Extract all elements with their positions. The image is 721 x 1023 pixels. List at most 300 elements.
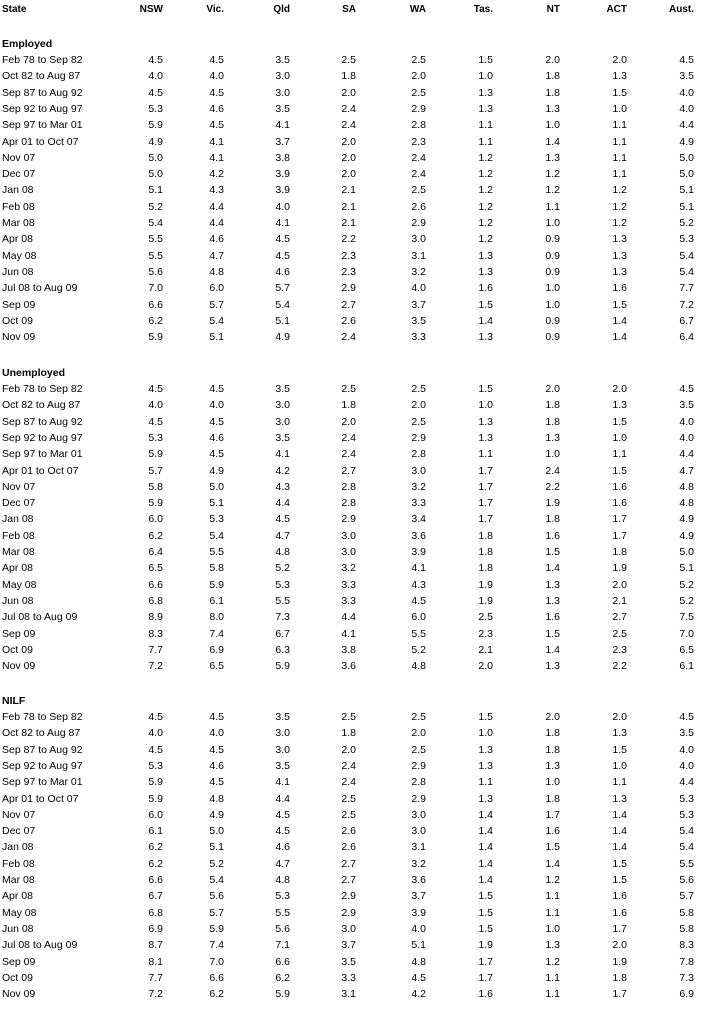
- row-label: Jan 08: [2, 513, 34, 526]
- cell-vic: 5.5: [209, 546, 224, 558]
- cell-tas: 1.4: [478, 825, 493, 838]
- table-row: [0, 166, 721, 182]
- cell-sa: 2.9: [341, 906, 356, 919]
- cell-act: 1.8: [612, 971, 627, 984]
- cell-tas: 1.8: [478, 562, 493, 575]
- cell-nsw: 7.7: [148, 643, 163, 656]
- table-row: [0, 921, 721, 937]
- cell-wa: 3.7: [411, 890, 426, 903]
- row-label: Oct 09: [2, 643, 33, 656]
- cell-wa: 2.5: [411, 54, 426, 66]
- cell-tas: 1.2: [478, 168, 493, 181]
- cell-vic: 6.0: [209, 282, 224, 295]
- cell-nt: 1.8: [545, 86, 560, 99]
- cell-vic: 5.0: [209, 480, 224, 493]
- cell-aust: 5.4: [679, 841, 694, 854]
- table-row: [0, 280, 721, 296]
- cell-vic: 6.5: [209, 660, 224, 673]
- row-label: Apr 01 to Oct 07: [2, 464, 79, 477]
- cell-vic: 8.0: [209, 611, 224, 624]
- cell-nsw: 6.8: [148, 906, 163, 919]
- cell-wa: 4.3: [411, 578, 426, 591]
- table-row: [0, 791, 721, 807]
- header-sa: SA: [342, 4, 356, 15]
- cell-aust: 4.0: [679, 102, 694, 115]
- cell-vic: 4.5: [209, 383, 224, 395]
- row-label: May 08: [2, 906, 37, 919]
- cell-tas: 1.5: [478, 890, 493, 903]
- cell-nsw: 6.2: [148, 857, 163, 870]
- cell-tas: 1.3: [478, 249, 493, 262]
- cell-sa: 3.8: [341, 643, 356, 656]
- cell-tas: 1.7: [478, 971, 493, 984]
- table-row: [0, 297, 721, 313]
- row-label: Sep 09: [2, 627, 36, 640]
- row-label: Nov 09: [2, 988, 36, 1001]
- section-title-text: Unemployed: [2, 367, 66, 379]
- cell-qld: 3.0: [275, 399, 290, 412]
- cell-sa: 2.6: [341, 825, 356, 838]
- cell-wa: 2.5: [411, 184, 426, 197]
- cell-aust: 5.3: [679, 808, 694, 821]
- row-label: Jan 08: [2, 841, 34, 854]
- cell-qld: 3.5: [275, 431, 290, 444]
- cell-nsw: 5.9: [148, 448, 163, 461]
- header-nsw: NSW: [139, 4, 163, 15]
- cell-qld: 4.1: [275, 217, 290, 229]
- cell-vic: 4.1: [209, 135, 224, 148]
- cell-vic: 4.5: [209, 86, 224, 99]
- cell-vic: 4.8: [209, 792, 224, 805]
- cell-tas: 1.7: [478, 955, 493, 968]
- row-label: Sep 09: [2, 955, 36, 968]
- row-label: Jul 08 to Aug 09: [2, 939, 78, 952]
- cell-qld: 3.0: [275, 727, 290, 740]
- table-row: [0, 905, 721, 921]
- cell-vic: 5.7: [209, 298, 224, 311]
- cell-wa: 5.5: [411, 627, 426, 640]
- cell-nsw: 6.2: [148, 314, 163, 327]
- cell-act: 1.1: [612, 151, 627, 164]
- cell-qld: 4.9: [275, 331, 290, 344]
- cell-wa: 3.0: [411, 808, 426, 821]
- row-label: Sep 87 to Aug 92: [2, 86, 83, 99]
- cell-qld: 5.3: [275, 890, 290, 903]
- cell-act: 1.3: [612, 727, 627, 740]
- cell-sa: 1.8: [341, 727, 356, 740]
- cell-wa: 4.0: [411, 282, 426, 295]
- cell-sa: 2.4: [341, 431, 356, 444]
- cell-qld: 4.8: [275, 874, 290, 886]
- cell-nt: 1.1: [545, 988, 560, 1001]
- cell-tas: 1.5: [478, 922, 493, 935]
- cell-act: 1.3: [612, 399, 627, 412]
- row-label: Apr 01 to Oct 07: [2, 135, 79, 148]
- cell-sa: 2.0: [341, 86, 356, 99]
- cell-nsw: 4.0: [148, 727, 163, 740]
- cell-tas: 1.4: [478, 314, 493, 327]
- cell-aust: 5.1: [679, 562, 694, 575]
- cell-act: 1.6: [612, 890, 627, 903]
- table-row: [0, 182, 721, 198]
- cell-tas: 1.8: [478, 529, 493, 542]
- cell-nsw: 5.5: [148, 249, 163, 262]
- row-label: Oct 82 to Aug 87: [2, 399, 81, 412]
- cell-sa: 2.9: [341, 890, 356, 903]
- cell-wa: 2.9: [411, 759, 426, 772]
- row-label: Sep 97 to Mar 01: [2, 776, 83, 789]
- row-label: Feb 08: [2, 529, 35, 542]
- cell-tas: 1.6: [478, 988, 493, 1001]
- cell-sa: 2.5: [341, 711, 356, 723]
- cell-nsw: 8.9: [148, 611, 163, 624]
- row-label: Nov 09: [2, 331, 36, 344]
- cell-act: 1.9: [612, 955, 627, 968]
- cell-qld: 5.9: [275, 988, 290, 1001]
- cell-aust: 4.9: [679, 135, 694, 148]
- row-label: Sep 87 to Aug 92: [2, 415, 83, 428]
- cell-tas: 2.1: [478, 643, 493, 656]
- cell-nsw: 4.0: [148, 399, 163, 412]
- header-vic: Vic.: [206, 4, 224, 15]
- cell-sa: 3.3: [341, 971, 356, 984]
- cell-vic: 5.1: [209, 841, 224, 854]
- cell-nt: 0.9: [545, 331, 560, 344]
- cell-vic: 4.9: [209, 808, 224, 821]
- cell-vic: 4.3: [209, 184, 224, 197]
- cell-tas: 1.9: [478, 578, 493, 591]
- cell-act: 1.3: [612, 70, 627, 83]
- cell-nt: 2.4: [545, 464, 560, 477]
- cell-aust: 5.4: [679, 825, 694, 838]
- table-row: [0, 479, 721, 495]
- row-label: Apr 08: [2, 233, 33, 246]
- cell-sa: 2.5: [341, 792, 356, 805]
- cell-wa: 3.2: [411, 265, 426, 278]
- cell-tas: 1.1: [478, 776, 493, 789]
- row-label: Feb 78 to Sep 82: [2, 711, 83, 723]
- cell-tas: 1.4: [478, 857, 493, 870]
- cell-act: 1.1: [612, 135, 627, 148]
- cell-act: 1.5: [612, 743, 627, 756]
- cell-nt: 1.0: [545, 448, 560, 461]
- cell-qld: 5.9: [275, 660, 290, 673]
- cell-nsw: 6.1: [148, 825, 163, 838]
- cell-tas: 1.4: [478, 874, 493, 886]
- cell-wa: 4.5: [411, 594, 426, 607]
- cell-nt: 1.6: [545, 825, 560, 838]
- cell-wa: 2.5: [411, 743, 426, 756]
- cell-nsw: 5.9: [148, 792, 163, 805]
- cell-qld: 4.7: [275, 857, 290, 870]
- cell-vic: 5.3: [209, 513, 224, 526]
- cell-sa: 2.0: [341, 168, 356, 181]
- row-label: Oct 82 to Aug 87: [2, 70, 81, 83]
- cell-nt: 1.8: [545, 70, 560, 83]
- table-row: [0, 215, 721, 231]
- cell-wa: 2.5: [411, 415, 426, 428]
- cell-qld: 3.0: [275, 86, 290, 99]
- cell-qld: 4.6: [275, 265, 290, 278]
- cell-nt: 2.0: [545, 383, 560, 395]
- table-row: [0, 414, 721, 430]
- cell-nt: 1.4: [545, 857, 560, 870]
- cell-sa: 2.5: [341, 54, 356, 66]
- cell-vic: 7.0: [209, 955, 224, 968]
- row-label: Sep 92 to Aug 97: [2, 102, 83, 115]
- cell-nt: 1.8: [545, 792, 560, 805]
- section-title: [0, 693, 721, 709]
- cell-sa: 2.6: [341, 314, 356, 327]
- cell-qld: 3.0: [275, 743, 290, 756]
- cell-sa: 2.1: [341, 200, 356, 213]
- cell-qld: 4.7: [275, 529, 290, 542]
- cell-qld: 3.7: [275, 135, 290, 148]
- cell-sa: 2.3: [341, 265, 356, 278]
- cell-tas: 2.5: [478, 611, 493, 624]
- table-row: [0, 970, 721, 986]
- header-aust: Aust.: [669, 4, 694, 15]
- cell-nt: 1.6: [545, 529, 560, 542]
- cell-qld: 3.0: [275, 70, 290, 83]
- cell-sa: 2.1: [341, 217, 356, 229]
- section-title: [0, 365, 721, 381]
- cell-nt: 2.0: [545, 54, 560, 66]
- cell-qld: 5.1: [275, 314, 290, 327]
- cell-sa: 2.4: [341, 119, 356, 132]
- cell-wa: 2.0: [411, 70, 426, 83]
- cell-aust: 5.2: [679, 578, 694, 591]
- cell-act: 2.0: [612, 578, 627, 591]
- cell-nsw: 7.0: [148, 282, 163, 295]
- cell-wa: 2.8: [411, 776, 426, 789]
- cell-qld: 4.1: [275, 776, 290, 789]
- table-header: [0, 2, 721, 18]
- cell-nsw: 6.4: [148, 546, 163, 558]
- cell-aust: 4.5: [679, 383, 694, 395]
- cell-nt: 1.3: [545, 594, 560, 607]
- cell-nt: 1.4: [545, 562, 560, 575]
- row-label: Sep 09: [2, 298, 36, 311]
- cell-qld: 5.3: [275, 578, 290, 591]
- cell-nsw: 7.7: [148, 971, 163, 984]
- cell-act: 2.1: [612, 594, 627, 607]
- cell-qld: 5.2: [275, 562, 290, 575]
- cell-aust: 5.3: [679, 792, 694, 805]
- cell-vic: 4.0: [209, 727, 224, 740]
- cell-tas: 1.5: [478, 906, 493, 919]
- table-row: [0, 774, 721, 790]
- cell-sa: 2.7: [341, 298, 356, 311]
- cell-act: 1.4: [612, 825, 627, 838]
- cell-sa: 2.0: [341, 135, 356, 148]
- cell-nsw: 6.6: [148, 298, 163, 311]
- row-label: Sep 97 to Mar 01: [2, 119, 83, 132]
- row-label: Oct 09: [2, 314, 33, 327]
- cell-act: 1.4: [612, 841, 627, 854]
- cell-nt: 1.1: [545, 971, 560, 984]
- cell-wa: 2.0: [411, 727, 426, 740]
- cell-nt: 1.5: [545, 841, 560, 854]
- cell-sa: 2.4: [341, 331, 356, 344]
- row-label: Dec 07: [2, 497, 36, 510]
- cell-nsw: 6.5: [148, 562, 163, 575]
- cell-act: 1.4: [612, 808, 627, 821]
- cell-tas: 1.5: [478, 383, 493, 395]
- cell-qld: 5.5: [275, 594, 290, 607]
- row-label: Mar 08: [2, 874, 35, 886]
- cell-wa: 3.1: [411, 841, 426, 854]
- cell-nsw: 4.0: [148, 70, 163, 83]
- cell-act: 2.7: [612, 611, 627, 624]
- cell-nt: 1.8: [545, 513, 560, 526]
- cell-vic: 5.6: [209, 890, 224, 903]
- cell-tas: 1.2: [478, 184, 493, 197]
- cell-tas: 2.0: [478, 660, 493, 673]
- cell-vic: 4.5: [209, 776, 224, 789]
- table-row: [0, 313, 721, 329]
- table-row: [0, 609, 721, 625]
- table-row: [0, 658, 721, 674]
- table-row: [0, 199, 721, 215]
- cell-nsw: 5.4: [148, 217, 163, 229]
- section-title: [0, 36, 721, 52]
- cell-qld: 4.3: [275, 480, 290, 493]
- cell-nsw: 5.7: [148, 464, 163, 477]
- cell-aust: 4.0: [679, 743, 694, 756]
- cell-wa: 2.8: [411, 448, 426, 461]
- table-row: [0, 381, 721, 397]
- cell-nt: 1.0: [545, 282, 560, 295]
- table-row: [0, 511, 721, 527]
- table-row: [0, 986, 721, 1002]
- table-row: [0, 68, 721, 84]
- cell-nt: 1.3: [545, 151, 560, 164]
- row-label: Feb 78 to Sep 82: [2, 383, 83, 395]
- cell-wa: 2.5: [411, 86, 426, 99]
- cell-act: 1.2: [612, 184, 627, 197]
- cell-qld: 7.3: [275, 611, 290, 624]
- cell-wa: 6.0: [411, 611, 426, 624]
- cell-nsw: 6.2: [148, 841, 163, 854]
- cell-sa: 2.0: [341, 743, 356, 756]
- cell-nt: 1.0: [545, 298, 560, 311]
- row-label: Jun 08: [2, 922, 34, 935]
- table-row: [0, 52, 721, 68]
- cell-sa: 3.0: [341, 529, 356, 542]
- cell-aust: 7.2: [679, 298, 694, 311]
- cell-vic: 4.2: [209, 168, 224, 181]
- cell-act: 2.5: [612, 627, 627, 640]
- cell-vic: 4.4: [209, 217, 224, 229]
- cell-nsw: 7.2: [148, 988, 163, 1001]
- cell-sa: 3.5: [341, 955, 356, 968]
- cell-qld: 5.4: [275, 298, 290, 311]
- cell-nt: 1.2: [545, 955, 560, 968]
- cell-nt: 1.0: [545, 119, 560, 132]
- cell-aust: 5.4: [679, 265, 694, 278]
- cell-wa: 4.2: [411, 988, 426, 1001]
- cell-tas: 1.1: [478, 135, 493, 148]
- cell-act: 1.7: [612, 529, 627, 542]
- cell-qld: 3.5: [275, 383, 290, 395]
- cell-act: 1.5: [612, 857, 627, 870]
- cell-sa: 3.6: [341, 660, 356, 673]
- cell-aust: 5.5: [679, 857, 694, 870]
- cell-aust: 7.0: [679, 627, 694, 640]
- cell-wa: 2.9: [411, 217, 426, 229]
- cell-act: 1.5: [612, 298, 627, 311]
- cell-wa: 3.6: [411, 874, 426, 886]
- row-label: Oct 09: [2, 971, 33, 984]
- cell-qld: 6.6: [275, 955, 290, 968]
- row-label: Feb 08: [2, 857, 35, 870]
- table-row: [0, 725, 721, 741]
- cell-sa: 2.7: [341, 874, 356, 886]
- cell-wa: 3.6: [411, 529, 426, 542]
- cell-act: 1.3: [612, 249, 627, 262]
- cell-aust: 6.7: [679, 314, 694, 327]
- cell-qld: 5.5: [275, 906, 290, 919]
- cell-qld: 3.5: [275, 711, 290, 723]
- cell-act: 1.0: [612, 431, 627, 444]
- cell-vic: 4.5: [209, 743, 224, 756]
- row-label: Oct 82 to Aug 87: [2, 727, 81, 740]
- cell-nsw: 5.0: [148, 168, 163, 181]
- cell-wa: 4.8: [411, 955, 426, 968]
- cell-nsw: 4.5: [148, 54, 163, 66]
- cell-aust: 4.0: [679, 86, 694, 99]
- table-row: [0, 758, 721, 774]
- cell-tas: 1.2: [478, 217, 493, 229]
- cell-qld: 4.6: [275, 841, 290, 854]
- cell-tas: 1.7: [478, 497, 493, 510]
- cell-vic: 4.0: [209, 399, 224, 412]
- cell-wa: 2.9: [411, 102, 426, 115]
- cell-nt: 0.9: [545, 249, 560, 262]
- cell-vic: 5.9: [209, 578, 224, 591]
- cell-sa: 2.4: [341, 448, 356, 461]
- cell-nt: 1.2: [545, 874, 560, 886]
- cell-aust: 4.4: [679, 776, 694, 789]
- cell-aust: 5.0: [679, 546, 694, 558]
- cell-act: 1.9: [612, 562, 627, 575]
- cell-qld: 3.8: [275, 151, 290, 164]
- cell-sa: 1.8: [341, 70, 356, 83]
- table-row: [0, 807, 721, 823]
- cell-act: 1.2: [612, 200, 627, 213]
- cell-act: 1.5: [612, 86, 627, 99]
- cell-vic: 4.4: [209, 200, 224, 213]
- cell-wa: 3.0: [411, 825, 426, 838]
- cell-aust: 6.1: [679, 660, 694, 673]
- table-row: [0, 839, 721, 855]
- row-label: Apr 01 to Oct 07: [2, 792, 79, 805]
- cell-sa: 4.1: [341, 627, 356, 640]
- cell-wa: 5.1: [411, 939, 426, 952]
- section-title-text: Employed: [2, 38, 53, 50]
- cell-aust: 5.4: [679, 249, 694, 262]
- cell-aust: 7.7: [679, 282, 694, 295]
- cell-qld: 3.5: [275, 102, 290, 115]
- cell-sa: 1.8: [341, 399, 356, 412]
- cell-nt: 1.4: [545, 135, 560, 148]
- cell-vic: 5.4: [209, 529, 224, 542]
- cell-wa: 3.3: [411, 331, 426, 344]
- cell-aust: 5.0: [679, 151, 694, 164]
- cell-aust: 3.5: [679, 727, 694, 740]
- cell-qld: 6.3: [275, 643, 290, 656]
